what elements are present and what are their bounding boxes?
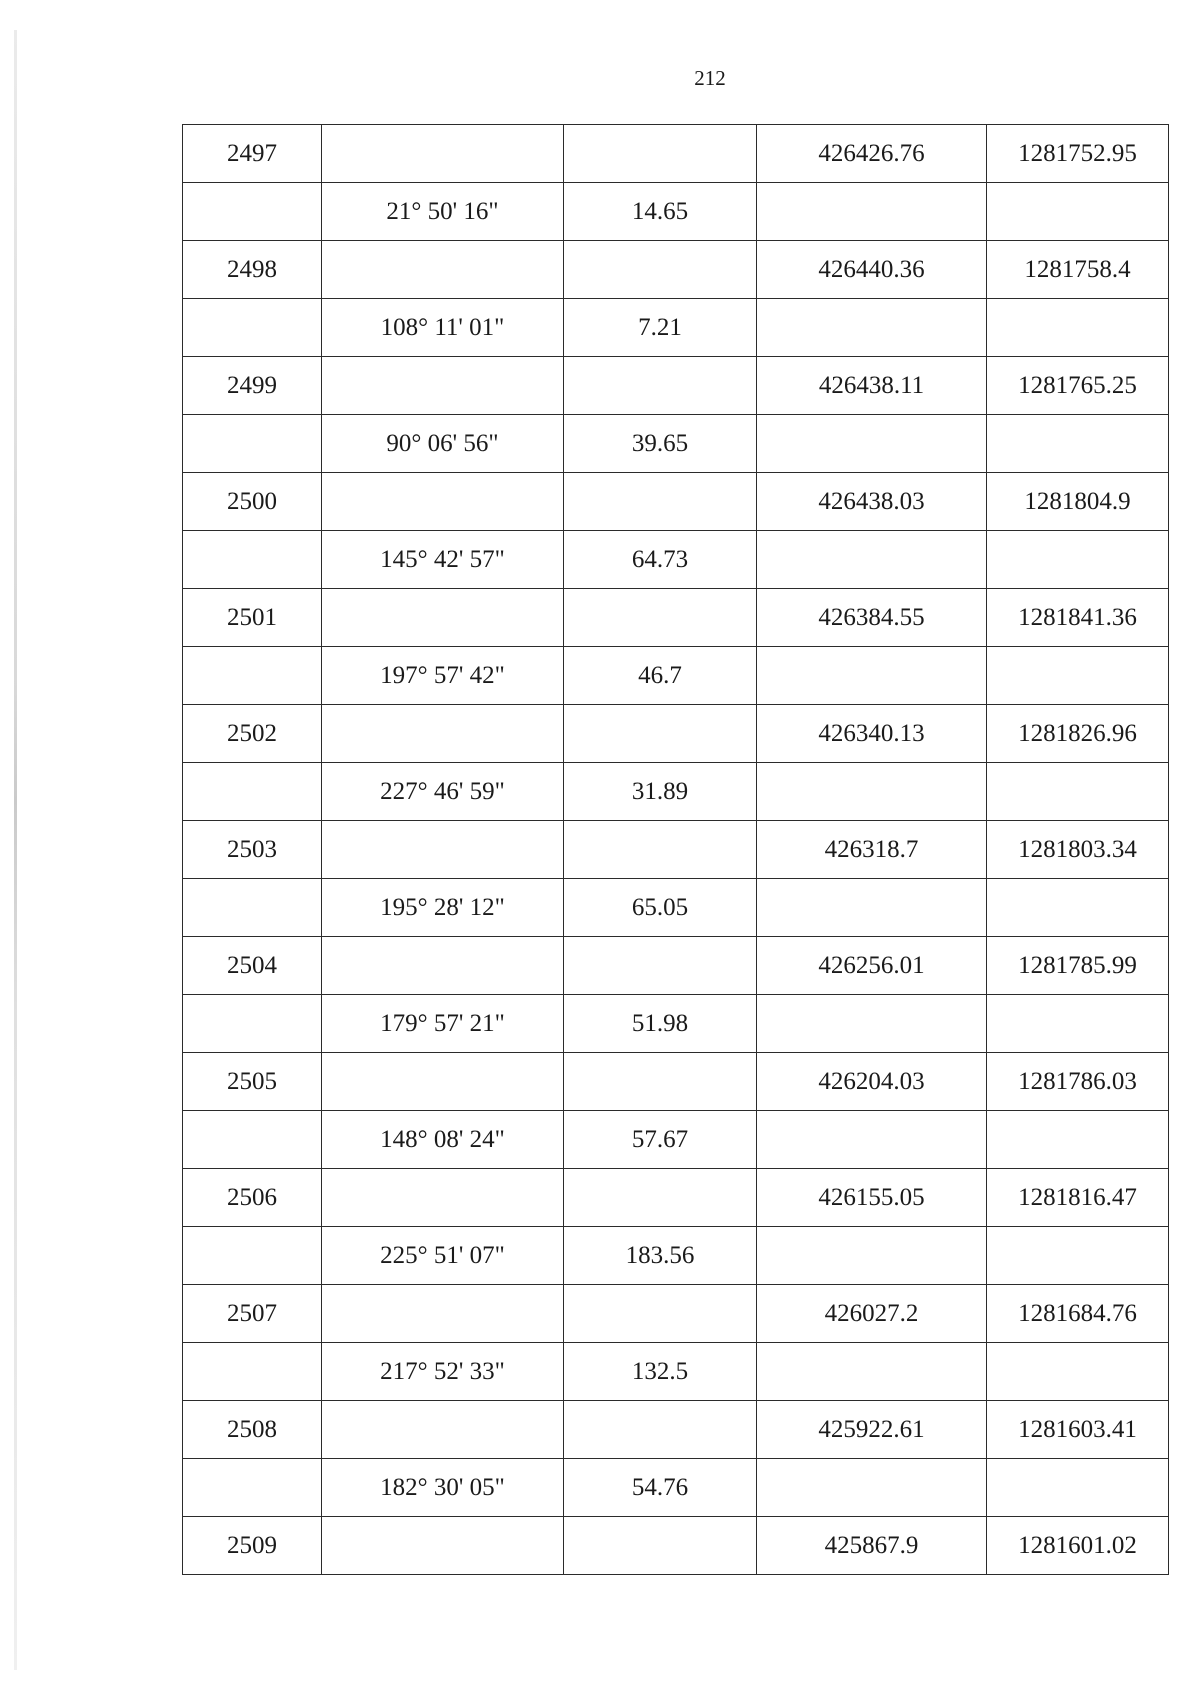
point-id-cell bbox=[183, 647, 322, 705]
point-id-cell: 2498 bbox=[183, 241, 322, 299]
table-row bbox=[183, 1517, 1169, 1575]
table-row bbox=[183, 183, 1169, 241]
bearing-cell: 21° 50' 16" bbox=[322, 183, 564, 241]
northing-cell: 426256.01 bbox=[757, 937, 987, 995]
point-id-cell: 2500 bbox=[183, 473, 322, 531]
bearing-cell: 217° 52' 33" bbox=[322, 1343, 564, 1401]
northing-cell: 426438.03 bbox=[757, 473, 987, 531]
northing-cell: 426155.05 bbox=[757, 1169, 987, 1227]
easting-cell bbox=[987, 183, 1169, 241]
distance-cell bbox=[564, 821, 757, 879]
distance-cell: 39.65 bbox=[564, 415, 757, 473]
bearing-cell: 197° 57' 42" bbox=[322, 647, 564, 705]
northing-cell: 426204.03 bbox=[757, 1053, 987, 1111]
point-id-cell: 2503 bbox=[183, 821, 322, 879]
easting-cell bbox=[987, 647, 1169, 705]
distance-cell bbox=[564, 1401, 757, 1459]
easting-cell bbox=[987, 763, 1169, 821]
table-row bbox=[183, 125, 1169, 183]
northing-cell: 426440.36 bbox=[757, 241, 987, 299]
bearing-cell: 148° 08' 24" bbox=[322, 1111, 564, 1169]
table-row bbox=[183, 589, 1169, 647]
table-row bbox=[183, 531, 1169, 589]
easting-cell bbox=[987, 299, 1169, 357]
table-row bbox=[183, 241, 1169, 299]
easting-cell: 1281816.47 bbox=[987, 1169, 1169, 1227]
bearing-cell bbox=[322, 705, 564, 763]
northing-cell: 426438.11 bbox=[757, 357, 987, 415]
distance-cell: 46.7 bbox=[564, 647, 757, 705]
bearing-cell: 179° 57' 21" bbox=[322, 995, 564, 1053]
distance-cell bbox=[564, 937, 757, 995]
table-row bbox=[183, 995, 1169, 1053]
easting-cell bbox=[987, 879, 1169, 937]
easting-cell: 1281601.02 bbox=[987, 1517, 1169, 1575]
point-id-cell: 2499 bbox=[183, 357, 322, 415]
table-row bbox=[183, 1169, 1169, 1227]
northing-cell bbox=[757, 183, 987, 241]
easting-cell: 1281826.96 bbox=[987, 705, 1169, 763]
easting-cell: 1281804.9 bbox=[987, 473, 1169, 531]
distance-cell: 132.5 bbox=[564, 1343, 757, 1401]
table-row bbox=[183, 357, 1169, 415]
distance-cell: 14.65 bbox=[564, 183, 757, 241]
bearing-cell: 195° 28' 12" bbox=[322, 879, 564, 937]
easting-cell bbox=[987, 1111, 1169, 1169]
distance-cell: 57.67 bbox=[564, 1111, 757, 1169]
point-id-cell bbox=[183, 995, 322, 1053]
table-row bbox=[183, 1053, 1169, 1111]
table-row bbox=[183, 763, 1169, 821]
distance-cell: 65.05 bbox=[564, 879, 757, 937]
table-row bbox=[183, 473, 1169, 531]
northing-cell bbox=[757, 531, 987, 589]
easting-cell bbox=[987, 1343, 1169, 1401]
northing-cell: 425922.61 bbox=[757, 1401, 987, 1459]
point-id-cell bbox=[183, 415, 322, 473]
easting-cell: 1281684.76 bbox=[987, 1285, 1169, 1343]
table-row bbox=[183, 1285, 1169, 1343]
easting-cell bbox=[987, 415, 1169, 473]
distance-cell bbox=[564, 1517, 757, 1575]
easting-cell: 1281803.34 bbox=[987, 821, 1169, 879]
point-id-cell: 2505 bbox=[183, 1053, 322, 1111]
bearing-cell bbox=[322, 821, 564, 879]
bearing-cell bbox=[322, 1053, 564, 1111]
northing-cell: 426027.2 bbox=[757, 1285, 987, 1343]
northing-cell bbox=[757, 1227, 987, 1285]
distance-cell: 64.73 bbox=[564, 531, 757, 589]
northing-cell bbox=[757, 1111, 987, 1169]
point-id-cell bbox=[183, 183, 322, 241]
table-row bbox=[183, 415, 1169, 473]
northing-cell: 425867.9 bbox=[757, 1517, 987, 1575]
page-number: 212 bbox=[694, 66, 726, 90]
point-id-cell: 2501 bbox=[183, 589, 322, 647]
point-id-cell: 2502 bbox=[183, 705, 322, 763]
northing-cell bbox=[757, 647, 987, 705]
bearing-cell bbox=[322, 1285, 564, 1343]
table-row bbox=[183, 299, 1169, 357]
distance-cell: 51.98 bbox=[564, 995, 757, 1053]
table-row bbox=[183, 879, 1169, 937]
table-body bbox=[183, 125, 1169, 1575]
point-id-cell bbox=[183, 763, 322, 821]
easting-cell: 1281765.25 bbox=[987, 357, 1169, 415]
easting-cell: 1281758.4 bbox=[987, 241, 1169, 299]
northing-cell: 426384.55 bbox=[757, 589, 987, 647]
table-row bbox=[183, 1401, 1169, 1459]
distance-cell bbox=[564, 125, 757, 183]
point-id-cell: 2504 bbox=[183, 937, 322, 995]
coordinate-table bbox=[182, 124, 1169, 1575]
point-id-cell bbox=[183, 1343, 322, 1401]
table-row bbox=[183, 1343, 1169, 1401]
bearing-cell bbox=[322, 937, 564, 995]
point-id-cell bbox=[183, 879, 322, 937]
easting-cell: 1281841.36 bbox=[987, 589, 1169, 647]
bearing-cell: 225° 51' 07" bbox=[322, 1227, 564, 1285]
point-id-cell bbox=[183, 1459, 322, 1517]
table-row bbox=[183, 937, 1169, 995]
bearing-cell bbox=[322, 241, 564, 299]
bearing-cell bbox=[322, 125, 564, 183]
table-row bbox=[183, 1459, 1169, 1517]
table-row bbox=[183, 821, 1169, 879]
bearing-cell: 90° 06' 56" bbox=[322, 415, 564, 473]
scan-edge-shadow bbox=[14, 30, 17, 1670]
easting-cell bbox=[987, 995, 1169, 1053]
easting-cell: 1281785.99 bbox=[987, 937, 1169, 995]
easting-cell bbox=[987, 531, 1169, 589]
bearing-cell bbox=[322, 357, 564, 415]
distance-cell bbox=[564, 1169, 757, 1227]
northing-cell bbox=[757, 1459, 987, 1517]
distance-cell bbox=[564, 1053, 757, 1111]
point-id-cell bbox=[183, 531, 322, 589]
northing-cell bbox=[757, 415, 987, 473]
northing-cell bbox=[757, 299, 987, 357]
bearing-cell: 182° 30' 05" bbox=[322, 1459, 564, 1517]
distance-cell: 54.76 bbox=[564, 1459, 757, 1517]
northing-cell: 426426.76 bbox=[757, 125, 987, 183]
distance-cell bbox=[564, 1285, 757, 1343]
bearing-cell bbox=[322, 473, 564, 531]
table-row bbox=[183, 1111, 1169, 1169]
northing-cell bbox=[757, 763, 987, 821]
bearing-cell: 227° 46' 59" bbox=[322, 763, 564, 821]
easting-cell: 1281603.41 bbox=[987, 1401, 1169, 1459]
distance-cell: 183.56 bbox=[564, 1227, 757, 1285]
bearing-cell: 108° 11' 01" bbox=[322, 299, 564, 357]
point-id-cell bbox=[183, 299, 322, 357]
distance-cell bbox=[564, 241, 757, 299]
distance-cell: 31.89 bbox=[564, 763, 757, 821]
point-id-cell: 2507 bbox=[183, 1285, 322, 1343]
easting-cell: 1281786.03 bbox=[987, 1053, 1169, 1111]
distance-cell bbox=[564, 589, 757, 647]
northing-cell: 426318.7 bbox=[757, 821, 987, 879]
table-row bbox=[183, 1227, 1169, 1285]
bearing-cell bbox=[322, 1517, 564, 1575]
easting-cell: 1281752.95 bbox=[987, 125, 1169, 183]
table-row bbox=[183, 647, 1169, 705]
point-id-cell bbox=[183, 1111, 322, 1169]
bearing-cell bbox=[322, 1401, 564, 1459]
bearing-cell bbox=[322, 589, 564, 647]
northing-cell bbox=[757, 879, 987, 937]
northing-cell bbox=[757, 1343, 987, 1401]
point-id-cell bbox=[183, 1227, 322, 1285]
distance-cell bbox=[564, 357, 757, 415]
bearing-cell: 145° 42' 57" bbox=[322, 531, 564, 589]
distance-cell bbox=[564, 705, 757, 763]
distance-cell: 7.21 bbox=[564, 299, 757, 357]
point-id-cell: 2508 bbox=[183, 1401, 322, 1459]
northing-cell: 426340.13 bbox=[757, 705, 987, 763]
point-id-cell: 2509 bbox=[183, 1517, 322, 1575]
point-id-cell: 2497 bbox=[183, 125, 322, 183]
northing-cell bbox=[757, 995, 987, 1053]
easting-cell bbox=[987, 1459, 1169, 1517]
point-id-cell: 2506 bbox=[183, 1169, 322, 1227]
easting-cell bbox=[987, 1227, 1169, 1285]
distance-cell bbox=[564, 473, 757, 531]
bearing-cell bbox=[322, 1169, 564, 1227]
table-row bbox=[183, 705, 1169, 763]
